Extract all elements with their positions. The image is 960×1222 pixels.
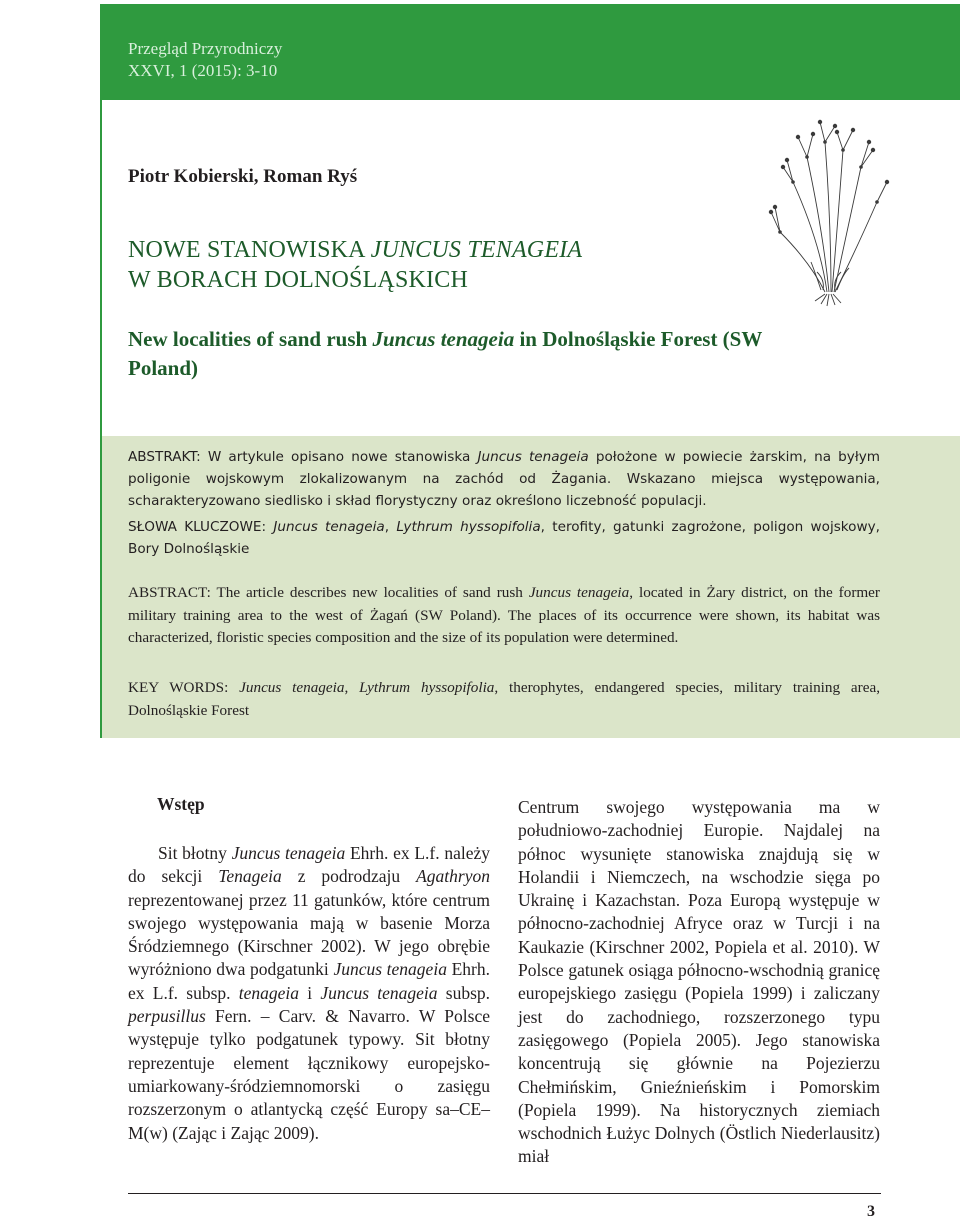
- title-polish-line2: W BORACH DOLNOŚLĄSKICH: [128, 267, 468, 293]
- body-left-column: [128, 842, 490, 1145]
- abstract-english: ABSTRACT: The article describes new localities of sand rush Juncus tenageia, located in Żary district, on the former military training area to the west of Żagań (SW Poland). The places of its occurrence were shown, its habitat was characterized, floristic species composition and the size of its population were determined.: [128, 584, 880, 646]
- abstract-polish: ABSTRAKT: W artykule opisano nowe stanowiska Juncus tenageia położone w powiecie żarskim, na byłym poligonie wojskowym zlokalizowanym na zachód od Żagania. Wskazano miejsca występowania, scharakteryzowano siedlisko i skład florystyczny oraz określono liczebność populacji.: [128, 449, 880, 510]
- body-right-column: [518, 796, 880, 1169]
- journal-info: [128, 38, 282, 82]
- plant-illustration: [765, 112, 895, 307]
- footer-rule: [128, 1193, 881, 1194]
- journal-volume: XXVI, 1 (2015): 3-10: [128, 61, 278, 80]
- title-polish: [128, 235, 582, 295]
- right-paragraph: Centrum swojego występowania ma w południowo-zachodniej Europie. Najdalej na północ wysunięte stanowiska znajdują się w Holandii i Niemczech, na wschodzie sięga po Ukrainę i Kazachstan. Poza Europą występuje w północno-zachodniej Afryce oraz w Turcji i na Kaukazie (Kirschner 2002, Popiela et al. 2010). W Polsce gatunek osiąga północno-wschodnią granicę europejskiego zasięgu (Popiela 1999) i zaliczany jest do zachodniego, rozszerzonego typu zasięgowego (Popiela 2005). Jego stanowiska koncentrują się głównie na Pojezierzu Chełmińskim, Gnieźnieńskim i Pomorskim (Popiela 1999). Na historycznych ziemiach wschodnich Łużyc Dolnych (Östlich Niederlausitz) miał: [518, 797, 880, 1167]
- title-english: New localities of sand rush Juncus tenageia in Dolnośląskie Forest (SW Poland): [128, 327, 762, 380]
- journal-name: Przegląd Przyrodniczy: [128, 39, 283, 58]
- keywords-english: KEY WORDS: Juncus tenageia, Lythrum hyssopifolia, therophytes, endangered species, military training area, Dolnośląskie Forest: [128, 679, 880, 719]
- section-heading: Wstęp: [157, 794, 205, 814]
- keywords-polish: SŁOWA KLUCZOWE: Juncus tenageia, Lythrum hyssopifolia, terofity, gatunki zagrożone, poligon wojskowy, Bory Dolnośląskie: [128, 519, 880, 558]
- page-number: 3: [867, 1203, 875, 1220]
- authors: Piotr Kobierski, Roman Ryś: [128, 166, 358, 187]
- intro-paragraph: Sit błotny Juncus tenageia Ehrh. ex L.f. należy do sekcji Tenageia z podrodzaju Agathryon reprezentowanej przez 11 gatunków, które centrum swojego występowania mają w basenie Morza Śródziemnego (Kirschner 2002). W jego obrębie wyróżniono dwa podgatunki Juncus tenageia Ehrh. ex L.f. subsp. tenageia i Juncus tenageia subsp. perpusillus Fern. – Carv. & Navarro. W Polsce występuje tylko podgatunek typowy. Sit błotny reprezentuje element łącznikowy europejsko-umiarkowany-śródziemnomorski o zasięgu rozszerzonym o atlantycką część Europy sa–CE–M(w) (Zając i Zając 2009).: [128, 843, 491, 1143]
- title-polish-line1: NOWE STANOWISKA JUNCUS TENAGEIA: [128, 237, 583, 263]
